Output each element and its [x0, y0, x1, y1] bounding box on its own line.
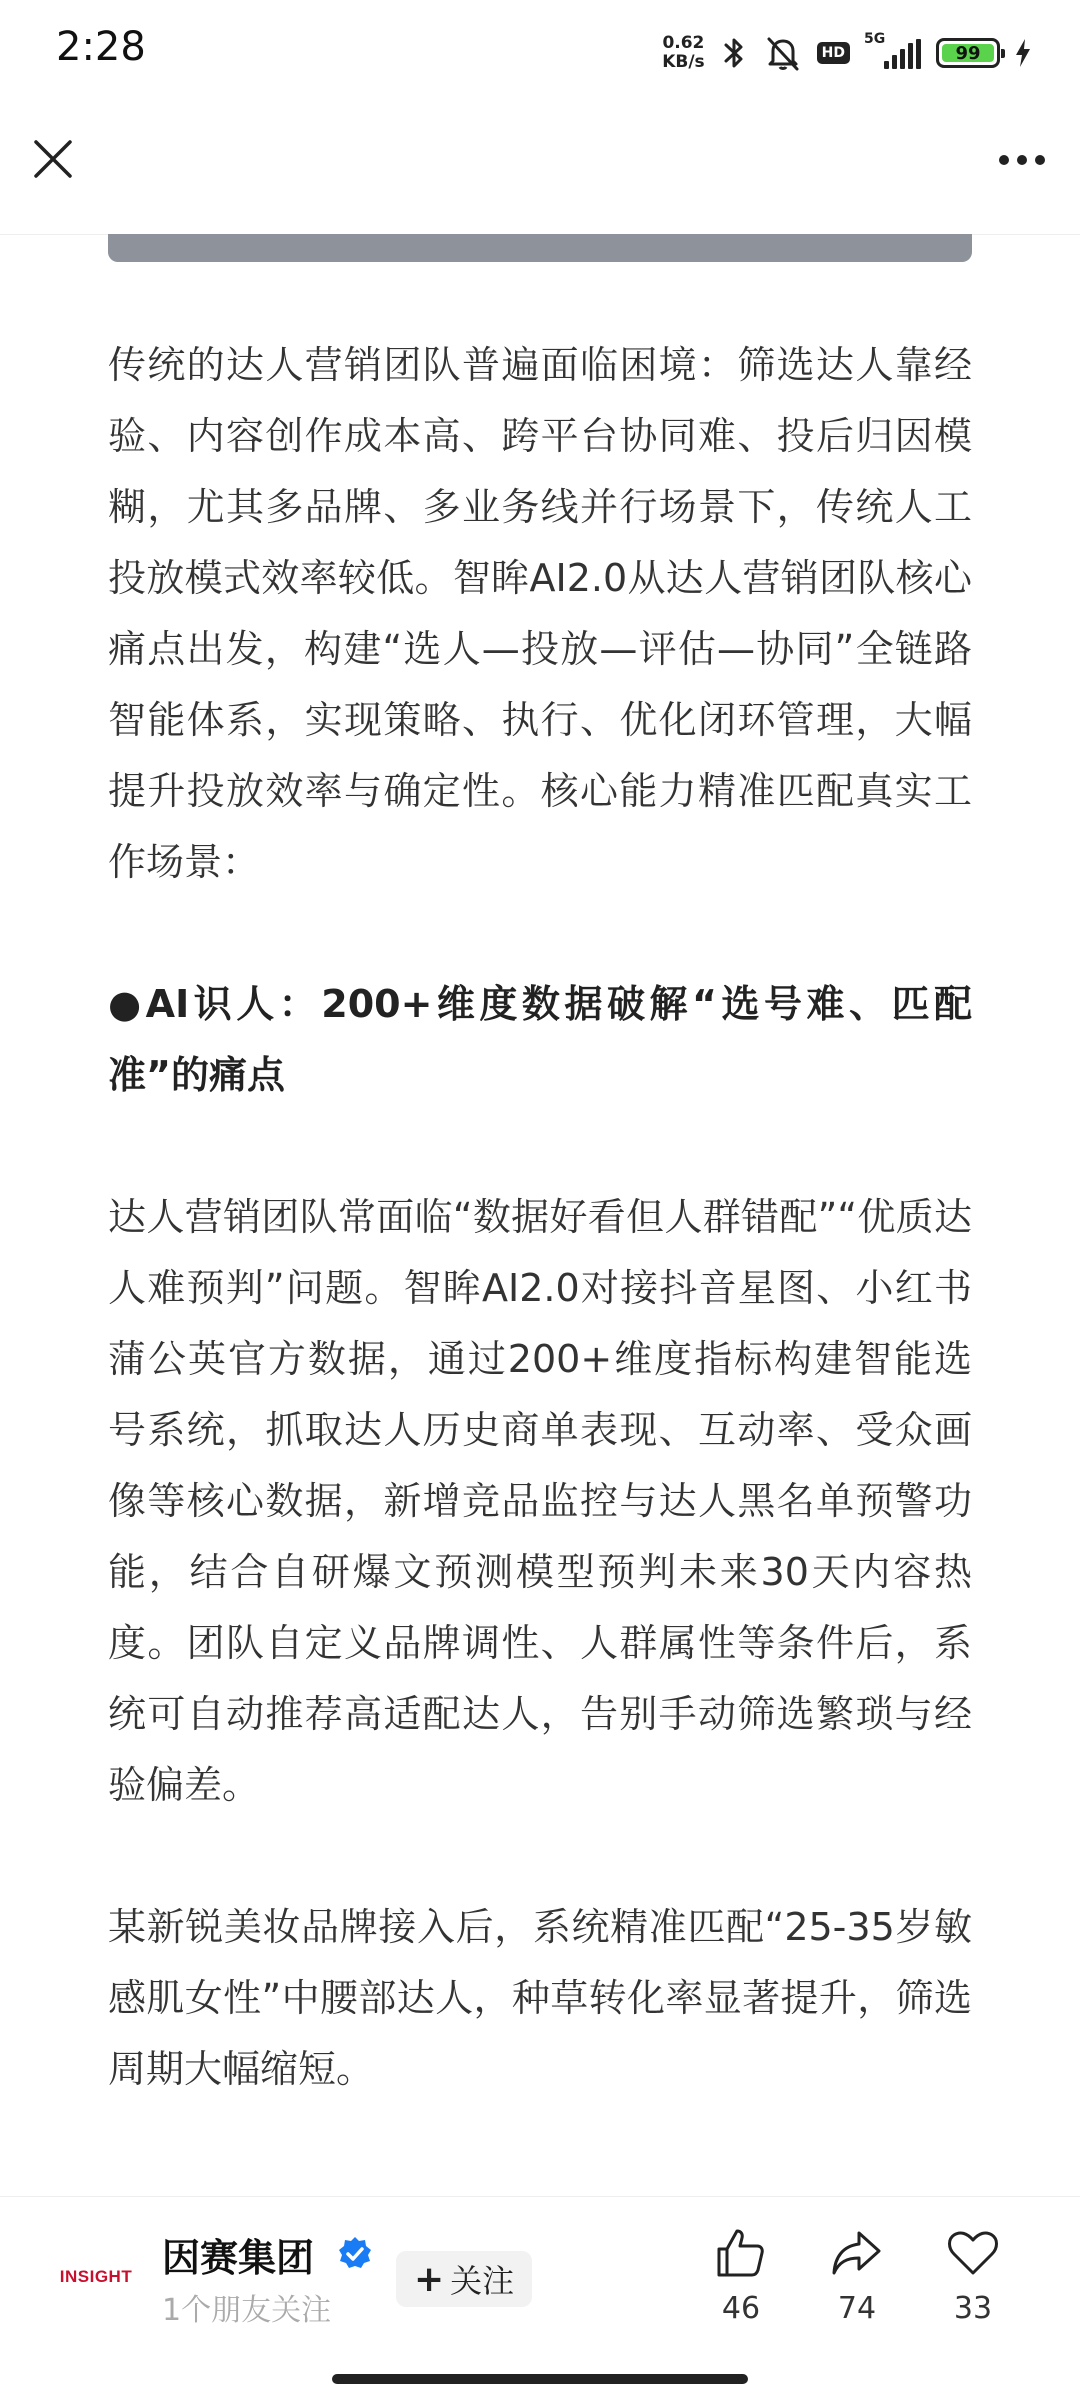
- more-options-button[interactable]: [992, 140, 1052, 180]
- charging-bolt-icon: [1014, 37, 1032, 69]
- bottom-bar: [0, 2196, 1080, 2357]
- follow-button[interactable]: [396, 2251, 532, 2307]
- avatar-logo-text: INSIGHT: [59, 2267, 133, 2286]
- plus-icon: +: [414, 2258, 445, 2300]
- status-time: 2:28: [56, 24, 146, 70]
- battery-icon: [936, 38, 1000, 68]
- status-bar: [0, 0, 1080, 104]
- home-indicator[interactable]: [332, 2374, 748, 2384]
- like-count: 46: [721, 2291, 761, 2326]
- favorite-button[interactable]: [928, 2225, 1018, 2326]
- top-bar: [0, 104, 1080, 235]
- article-body: [108, 330, 972, 2105]
- like-button[interactable]: [696, 2225, 786, 2326]
- more-dot-icon: [1035, 155, 1045, 165]
- status-icons: [662, 28, 1032, 78]
- article-paragraph: 达人营销团队常面临“数据好看但人群错配”“优质达人难预判”问题。智眸AI2.0对接抖音星图、小红书蒲公英官方数据，通过200+维度指标构建智能选号系统，抓取达人历史商单表现、互动率、受众画像等核心数据，新增竞品监控与达人黑名单预警功能，结合自研爆文预测模型预判未来30天内容热度。团队自定义品牌调性、人群属性等条件后，系统可自动推荐高适配达人，告别手动筛选繁琐与经验偏差。: [108, 1195, 972, 1807]
- more-dot-icon: [1017, 155, 1027, 165]
- battery-level: 99: [955, 42, 981, 64]
- signal-5g-icon: [864, 31, 922, 69]
- article-paragraph: 某新锐美妆品牌接入后，系统精准匹配“25-35岁敏感肌女性”中腰部达人，种草转化率显著提升，筛选周期大幅缩短。: [108, 1905, 972, 2091]
- article-paragraph: 传统的达人营销团队普遍面临困境：筛选达人靠经验、内容创作成本高、跨平台协同难、投后归因模糊，尤其多品牌、多业务线并行场景下，传统人工投放模式效率较低。智眸AI2.0从达人营销团队核心痛点出发，构建“选人—投放—评估—协同”全链路智能体系，实现策略、执行、优化闭环管理，大幅提升投放效率与确定性。核心能力精准匹配真实工作场景：: [108, 343, 972, 884]
- verified-icon: [336, 2235, 374, 2273]
- network-speed-value: 0.62: [662, 33, 705, 53]
- article-subheading: ●AI识人：200+维度数据破解“选号难、匹配准”的痛点: [108, 982, 972, 1097]
- author-name[interactable]: 因赛集团: [162, 2236, 315, 2280]
- share-icon: [829, 2225, 885, 2281]
- hd-badge: HD: [817, 42, 850, 64]
- network-speed: [662, 34, 704, 72]
- share-button[interactable]: [812, 2225, 902, 2326]
- close-icon: [28, 134, 78, 184]
- mute-bell-icon: [763, 34, 803, 72]
- network-speed-unit: KB/s: [662, 52, 705, 72]
- follow-label: 关注: [450, 2262, 515, 2300]
- favorite-count: 33: [953, 2291, 993, 2326]
- network-type-label: 5G: [864, 31, 886, 47]
- article-image[interactable]: [108, 234, 972, 262]
- author-avatar[interactable]: [46, 2237, 146, 2317]
- close-button[interactable]: [28, 134, 78, 184]
- more-dot-icon: [999, 155, 1009, 165]
- heart-icon: [945, 2225, 1001, 2281]
- thumbs-up-icon: [713, 2225, 769, 2281]
- bluetooth-icon: [719, 35, 749, 71]
- friends-follow-count: 1个朋友关注: [162, 2293, 332, 2328]
- share-count: 74: [837, 2291, 877, 2326]
